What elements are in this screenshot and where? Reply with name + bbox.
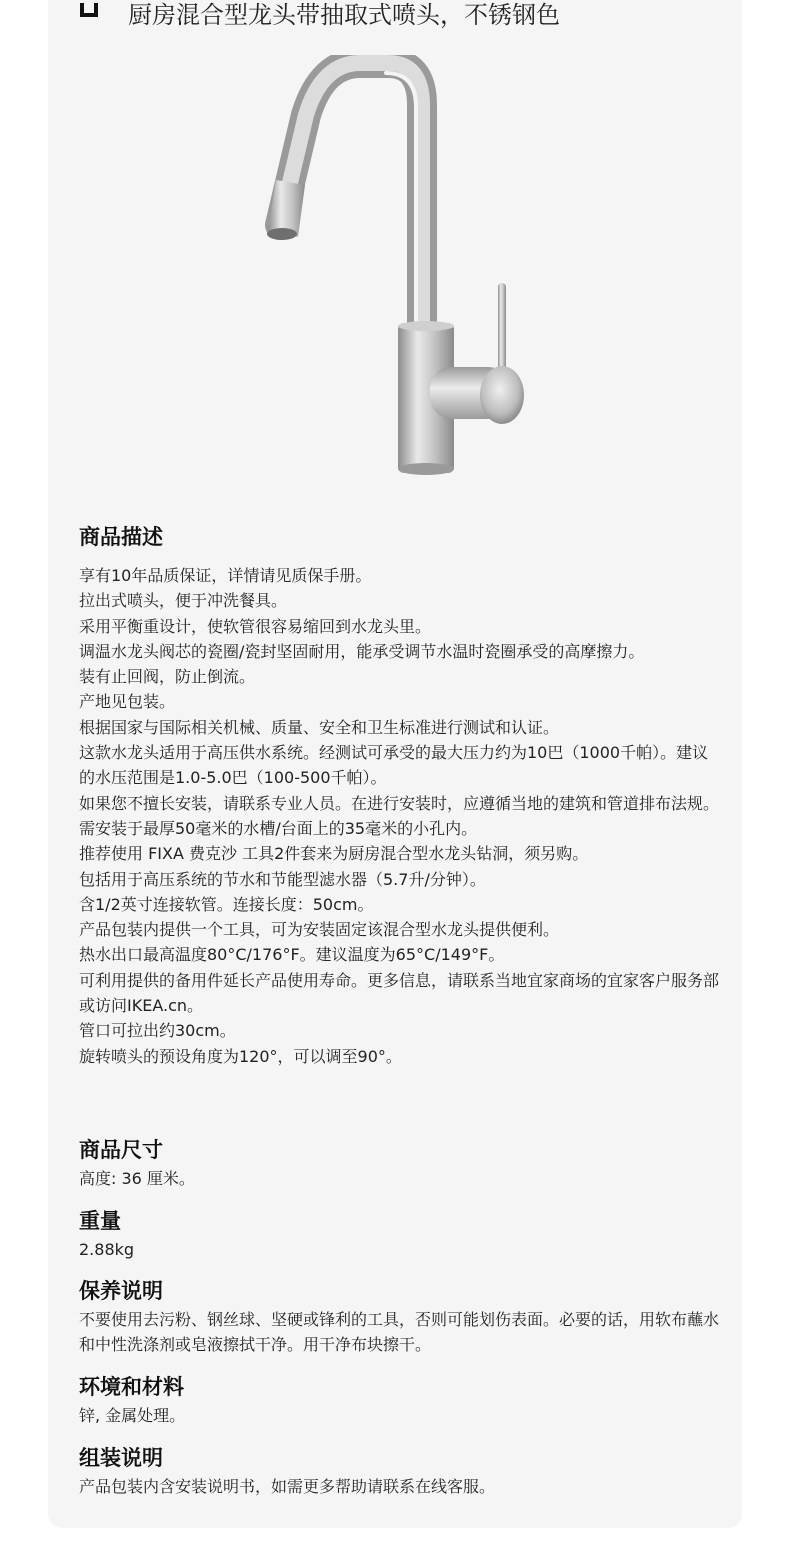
description-line: 需安装于最厚50毫米的水槽/台面上的35毫米的小孔内。 <box>79 818 478 838</box>
description-section <box>79 522 719 1069</box>
description-line: 拉出式喷头，便于冲洗餐具。 <box>79 591 288 611</box>
description-line: 推荐使用 FIXA 费克沙 工具2件套来为厨房混合型水龙头钻洞，须另购。 <box>79 844 589 864</box>
weight-title: 重量 <box>79 1209 121 1233</box>
kitchen-faucet-image <box>250 55 540 480</box>
care-section <box>79 1276 719 1358</box>
assembly-section <box>79 1443 719 1499</box>
size-section <box>79 1135 719 1191</box>
description-line: 调温水龙头阀芯的瓷圈/瓷封坚固耐用，能承受调节水温时瓷圈承受的高摩擦力。 <box>79 641 645 661</box>
description-line: 管口可拉出约30cm。 <box>79 1021 236 1041</box>
description-line: 这款水龙头适用于高压供水系统。经测试可承受的最大压力约为10巴（1000千帕）。建议的水压范围是1.0-5.0巴（100-500千帕）。 <box>79 743 709 788</box>
square-bracket-icon <box>80 3 98 17</box>
size-title: 商品尺寸 <box>79 1138 163 1162</box>
description-title: 商品描述 <box>79 525 163 549</box>
description-line: 装有止回阀，防止倒流。 <box>79 667 256 687</box>
page-title: 厨房混合型龙头带抽取式喷头，不锈钢色 <box>128 1 560 29</box>
description-line: 热水出口最高温度80°C/176°F。建议温度为65°C/149°F。 <box>79 945 505 965</box>
environment-text: 锌, 金属处理。 <box>79 1406 186 1425</box>
description-line: 如果您不擅长安装，请联系专业人员。在进行安装时，应遵循当地的建筑和管道排布法规。 <box>79 793 720 813</box>
size-text: 高度: 36 厘米。 <box>79 1169 195 1188</box>
description-line: 包括用于高压系统的节水和节能型滤水器（5.7升/分钟）。 <box>79 869 486 889</box>
care-title: 保养说明 <box>79 1279 163 1303</box>
description-line: 含1/2英寸连接软管。连接长度：50cm。 <box>79 894 374 914</box>
description-line: 产地见包装。 <box>79 692 176 712</box>
description-line: 享有10年品质保证，详情请见质保手册。 <box>79 566 372 585</box>
assembly-text: 产品包装内含安装说明书，如需更多帮助请联系在线客服。 <box>79 1477 496 1496</box>
header <box>80 0 98 32</box>
assembly-title: 组装说明 <box>79 1446 163 1470</box>
description-line: 产品包装内提供一个工具，可为安装固定该混合型水龙头提供便利。 <box>79 920 560 940</box>
description-line: 旋转喷头的预设角度为120°，可以调至90°。 <box>79 1046 402 1066</box>
description-line: 采用平衡重设计，使软管很容易缩回到水龙头里。 <box>79 616 432 636</box>
environment-title: 环境和材料 <box>79 1375 184 1399</box>
environment-section <box>79 1372 719 1428</box>
weight-section <box>79 1206 719 1262</box>
description-line: 根据国家与国际相关机械、质量、安全和卫生标准进行测试和认证。 <box>79 717 560 737</box>
description-line: 可利用提供的备用件延长产品使用寿命。更多信息，请联系当地宜家商场的宜家客户服务部或访问IKEA.cn。 <box>79 970 720 1016</box>
weight-text: 2.88kg <box>79 1240 135 1259</box>
care-text: 不要使用去污粉、钢丝球、坚硬或锋利的工具，否则可能划伤表面。必要的话，用软布蘸水和中性洗涤剂或皂液擦拭干净。用干净布块擦干。 <box>79 1310 720 1355</box>
